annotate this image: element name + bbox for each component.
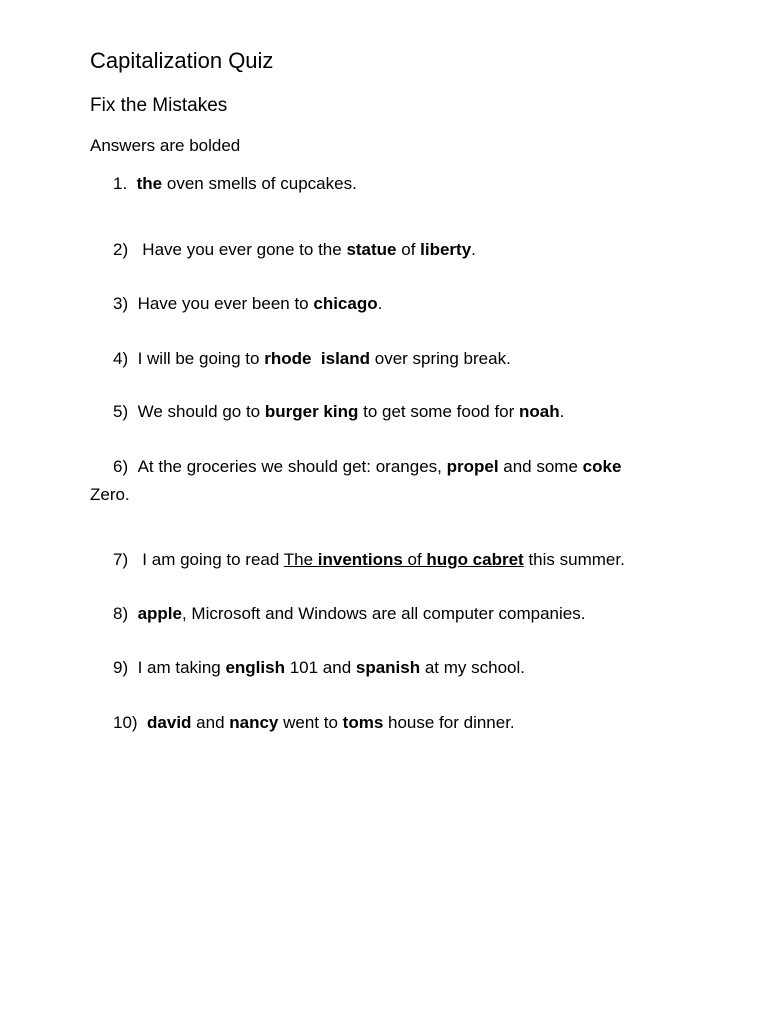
question-text: over spring break.	[370, 349, 511, 368]
question-3	[113, 290, 382, 318]
question-2	[113, 236, 476, 264]
question-text: .	[377, 294, 383, 313]
question-text: .	[471, 240, 476, 259]
answer-word: apple	[137, 604, 182, 623]
page-subtitle: Fix the Mistakes	[90, 95, 228, 116]
question-text: oven smells of cupcakes.	[162, 174, 357, 193]
question-number: 9)	[113, 658, 129, 677]
question-number: 5)	[113, 402, 129, 421]
question-number: 3)	[113, 294, 129, 313]
question-text: of	[396, 240, 421, 259]
answer-word: chicago	[313, 294, 378, 313]
answer-word: propel	[446, 457, 499, 476]
question-number: 8)	[113, 604, 129, 623]
question-text: I am taking	[137, 658, 226, 677]
question-text: Have you ever gone to the	[142, 240, 347, 259]
answer-word: spanish	[355, 658, 421, 677]
question-text: went to	[278, 713, 343, 732]
question-number: 4)	[113, 349, 129, 368]
question-number: 2)	[113, 240, 129, 259]
question-5	[113, 398, 564, 426]
answer-word: english	[225, 658, 285, 677]
question-text: , Microsoft and Windows are all computer companies.	[181, 604, 586, 623]
question-6	[113, 453, 621, 481]
question-4	[113, 345, 511, 373]
question-number: 10)	[113, 713, 138, 732]
question-text: and	[191, 713, 230, 732]
question-text: I will be going to	[137, 349, 265, 368]
answer-word: nancy	[229, 713, 279, 732]
question-text: At the groceries we should get: oranges,	[137, 457, 447, 476]
question-1	[113, 170, 357, 198]
question-9	[113, 654, 525, 682]
question-number: 1.	[113, 174, 128, 193]
question-7	[113, 546, 625, 574]
answer-word: burger king	[264, 402, 359, 421]
question-6-continuation: Zero.	[90, 485, 130, 504]
answer-word: noah	[519, 402, 560, 421]
question-8	[113, 600, 585, 628]
question-text: .	[559, 402, 565, 421]
answers-note: Answers are bolded	[90, 136, 241, 155]
answer-word: david	[147, 713, 192, 732]
answer-word: hugo cabret	[426, 550, 524, 569]
title-text: of	[402, 550, 427, 569]
title-text: The	[283, 550, 318, 569]
question-number: 6)	[113, 457, 129, 476]
answer-word: toms	[342, 713, 384, 732]
question-text: We should go to	[137, 402, 265, 421]
question-text: 101 and	[284, 658, 356, 677]
book-title	[284, 550, 524, 569]
question-text: to get some food for	[358, 402, 520, 421]
question-text: house for dinner.	[383, 713, 515, 732]
question-text: I am going to read	[142, 550, 284, 569]
page-title: Capitalization Quiz	[90, 48, 274, 73]
question-text: at my school.	[420, 658, 525, 677]
answer-word: rhode island	[264, 349, 371, 368]
answer-word: the	[136, 174, 163, 193]
question-text: and some	[498, 457, 583, 476]
question-text: this summer.	[523, 550, 625, 569]
answer-word: liberty	[420, 240, 472, 259]
answer-word: inventions	[317, 550, 403, 569]
answer-word: statue	[346, 240, 397, 259]
answer-word: coke	[582, 457, 622, 476]
question-number: 7)	[113, 550, 129, 569]
question-text: Have you ever been to	[137, 294, 314, 313]
question-10	[113, 709, 515, 737]
